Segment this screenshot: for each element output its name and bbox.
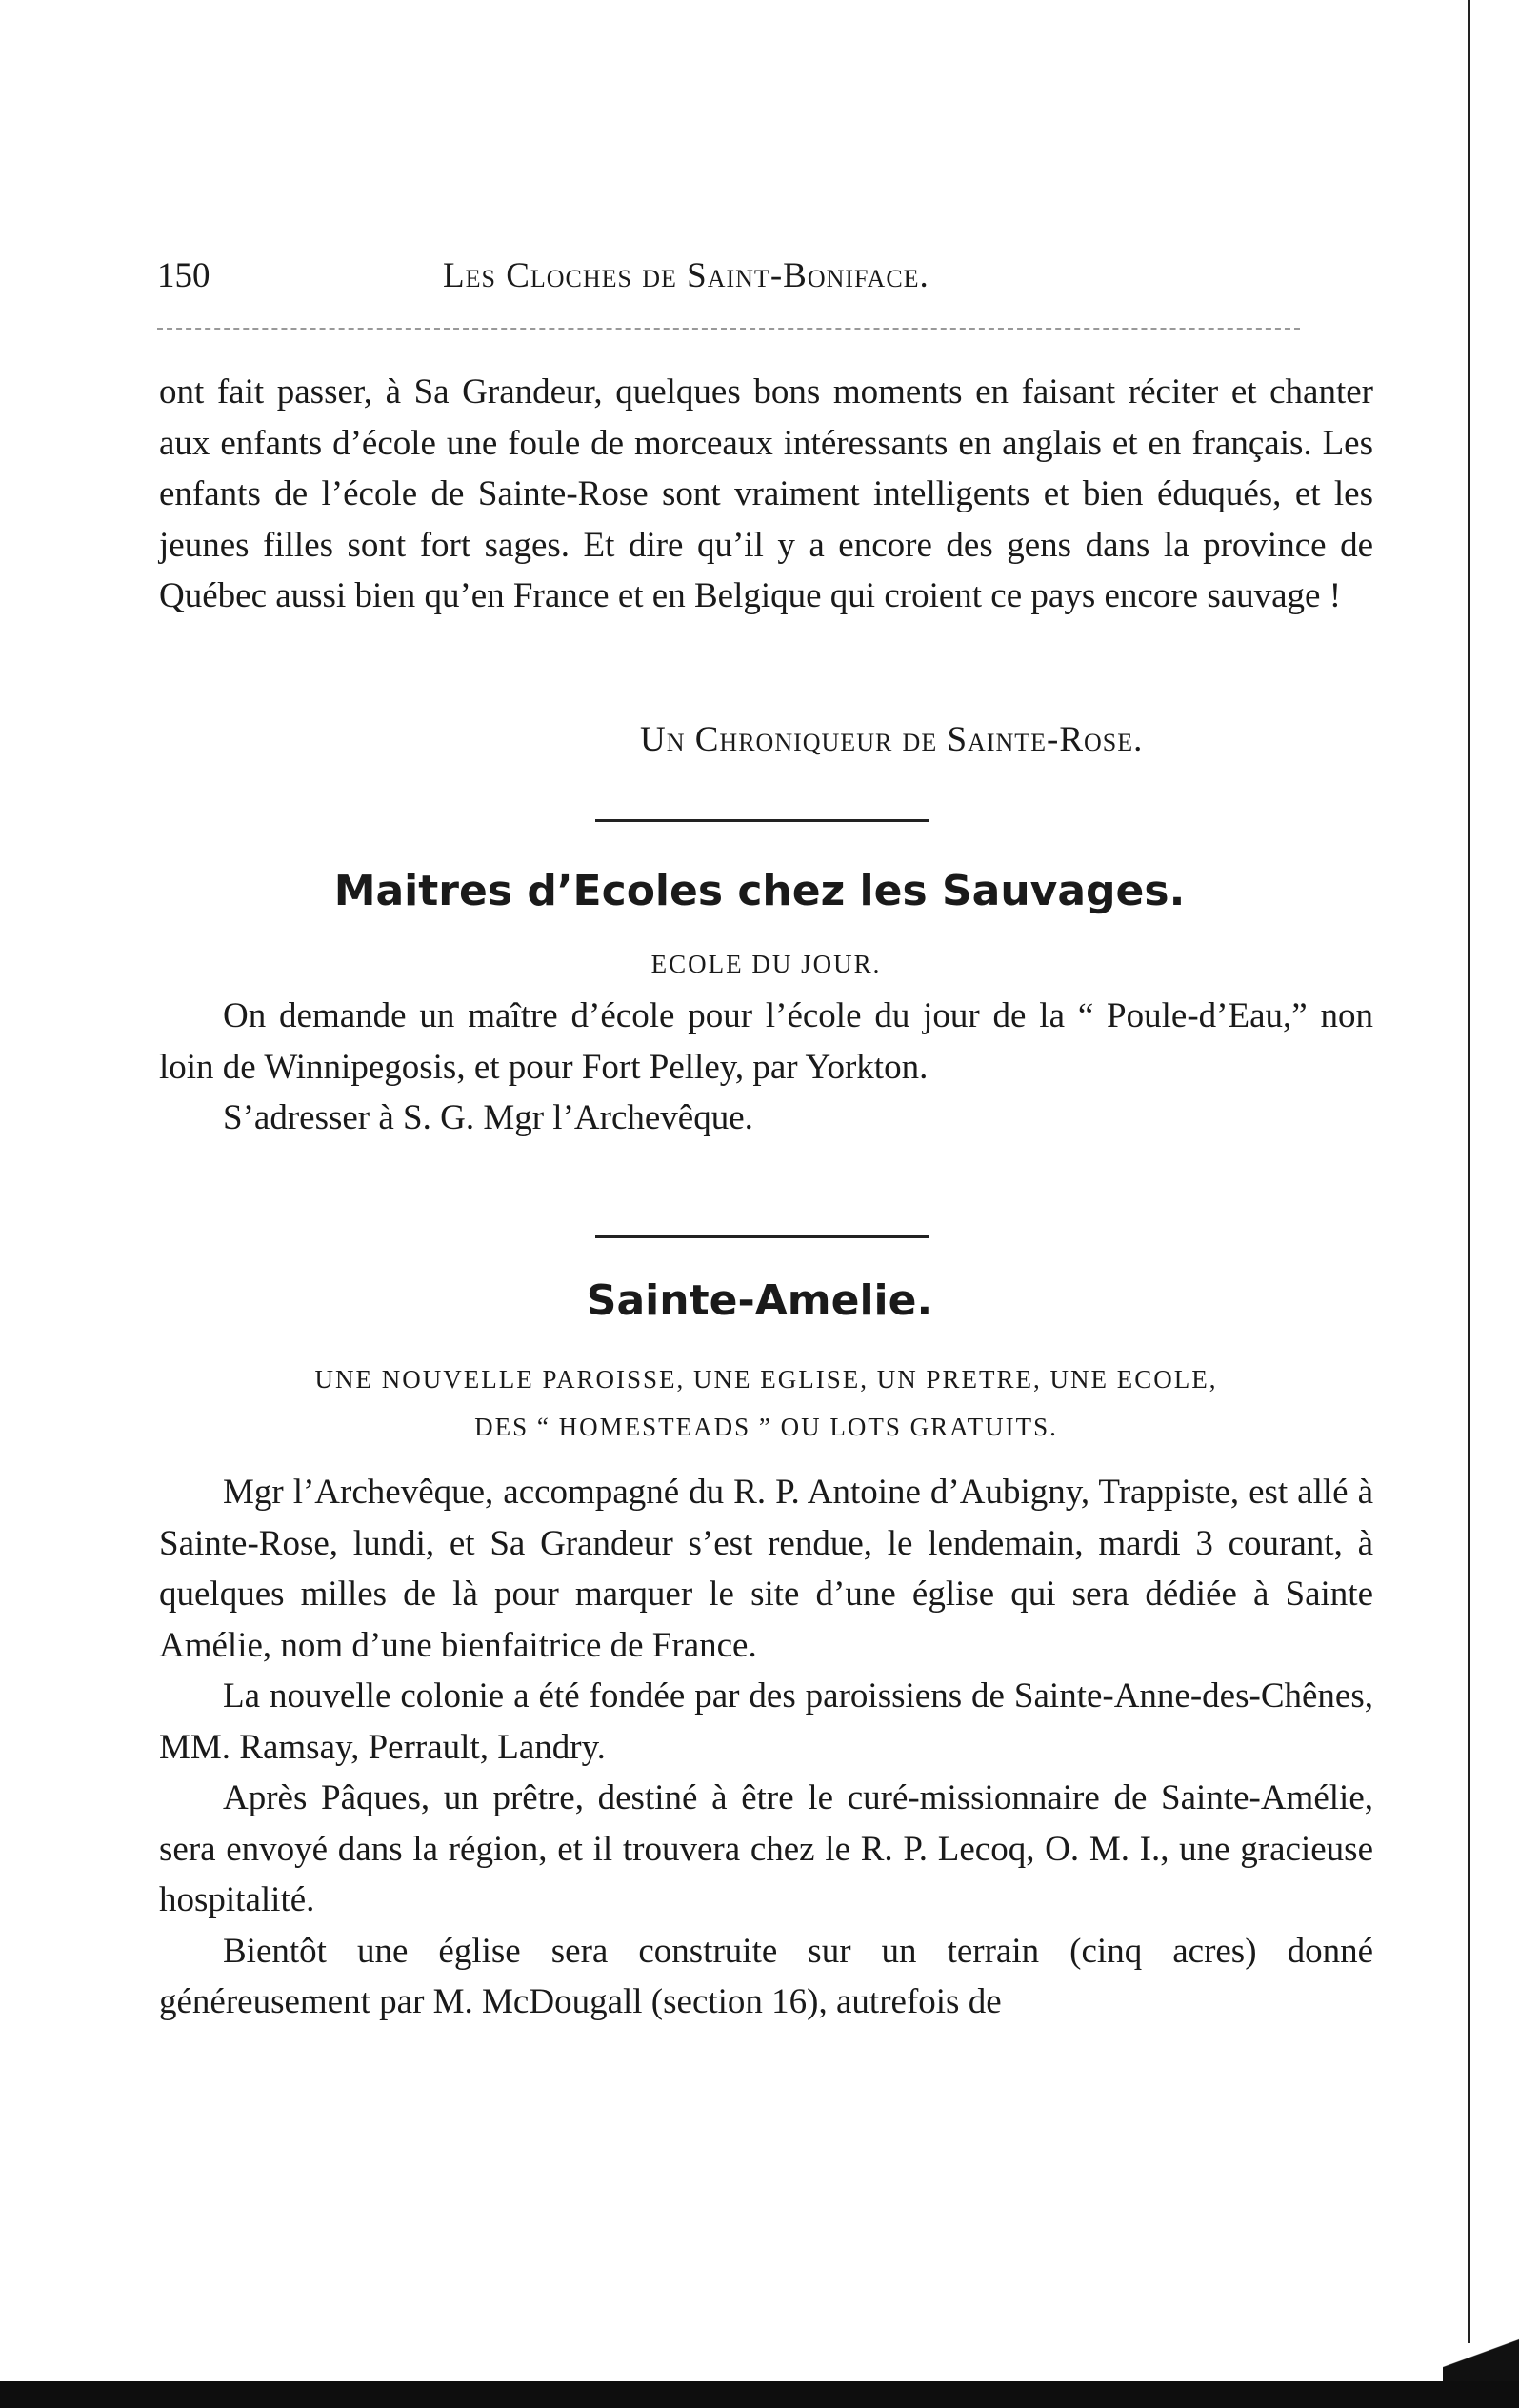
signature: Un Chroniqueur de Sainte-Rose. xyxy=(640,720,1144,759)
paragraph: S’adresser à S. G. Mgr l’Archevêque. xyxy=(223,1098,753,1137)
opening-text xyxy=(159,367,1373,622)
paragraph: Après Pâques, un prêtre, destiné à être le curé-missionnaire de Sainte-Amélie, sera envoyé dans la région, et il trouvera chez le R. P. Lecoq, O. M. I., une gracieuse hospitalité. xyxy=(159,1778,1373,1919)
section-subtitle-line2: DES “ HOMESTEADS ” OU LOTS GRATUITS. xyxy=(474,1413,1058,1441)
section-title-maitres: Maitres d’Ecoles chez les Sauvages. xyxy=(333,867,1186,915)
paragraph: La nouvelle colonie a été fondée par des paroissiens de Sainte-Anne-des-Chênes, MM. Ramsay, Perrault, Landry. xyxy=(159,1676,1373,1767)
scan-bottom-border xyxy=(0,2381,1519,2408)
paragraph: On demande un maître d’école pour l’école du jour de la “ Poule-d’Eau,” non loin de Winnipegosis, et pour Fort Pelley, par Yorkton. xyxy=(159,996,1373,1087)
header-rule xyxy=(157,328,1300,330)
running-header xyxy=(157,255,1376,303)
section1-text xyxy=(159,991,1373,1144)
page-number: 150 xyxy=(157,256,210,295)
paragraph: Mgr l’Archevêque, accompagné du R. P. Antoine d’Aubigny, Trappiste, est allé à Sainte-Rose, lundi, et Sa Grandeur s’est rendue, le lendemain, mardi 3 courant, à quelques milles de là pour marquer le site d’une église qui sera dédiée à Sainte Amélie, nom d’une bienfaitrice de France. xyxy=(159,1473,1373,1665)
page-edge-shadow xyxy=(1468,0,1470,2343)
section-subtitle-line1: UNE NOUVELLE PAROISSE, UNE EGLISE, UN PRETRE, UNE ECOLE, xyxy=(314,1365,1218,1394)
paragraph: Bientôt une église sera construite sur un terrain (cinq acres) donné généreusement par M. McDougall (section 16), autrefois de xyxy=(159,1931,1373,2021)
section2-text xyxy=(159,1467,1373,2028)
section-divider xyxy=(595,1235,929,1238)
section-title-sainte-amelie: Sainte-Amelie. xyxy=(586,1276,933,1325)
opening-paragraph: ont fait passer, à Sa Grandeur, quelques bons moments en faisant réciter et chanter aux enfants d’école une foule de morceaux intéressants en anglais et en français. Les enfants de l’école de Sainte-Rose sont vraiment intelligents et bien éduqués, et les jeunes filles sont fort sages. Et dire qu’il y a encore des gens dans la province de Québec aussi bien qu’en France et en Belgique qui croient ce pays encore sauvage ! xyxy=(159,372,1373,615)
section-divider xyxy=(595,819,929,822)
running-title: Les Cloches de Saint-Boniface. xyxy=(443,256,929,295)
section-subtitle-ecole: ECOLE DU JOUR. xyxy=(650,950,882,978)
